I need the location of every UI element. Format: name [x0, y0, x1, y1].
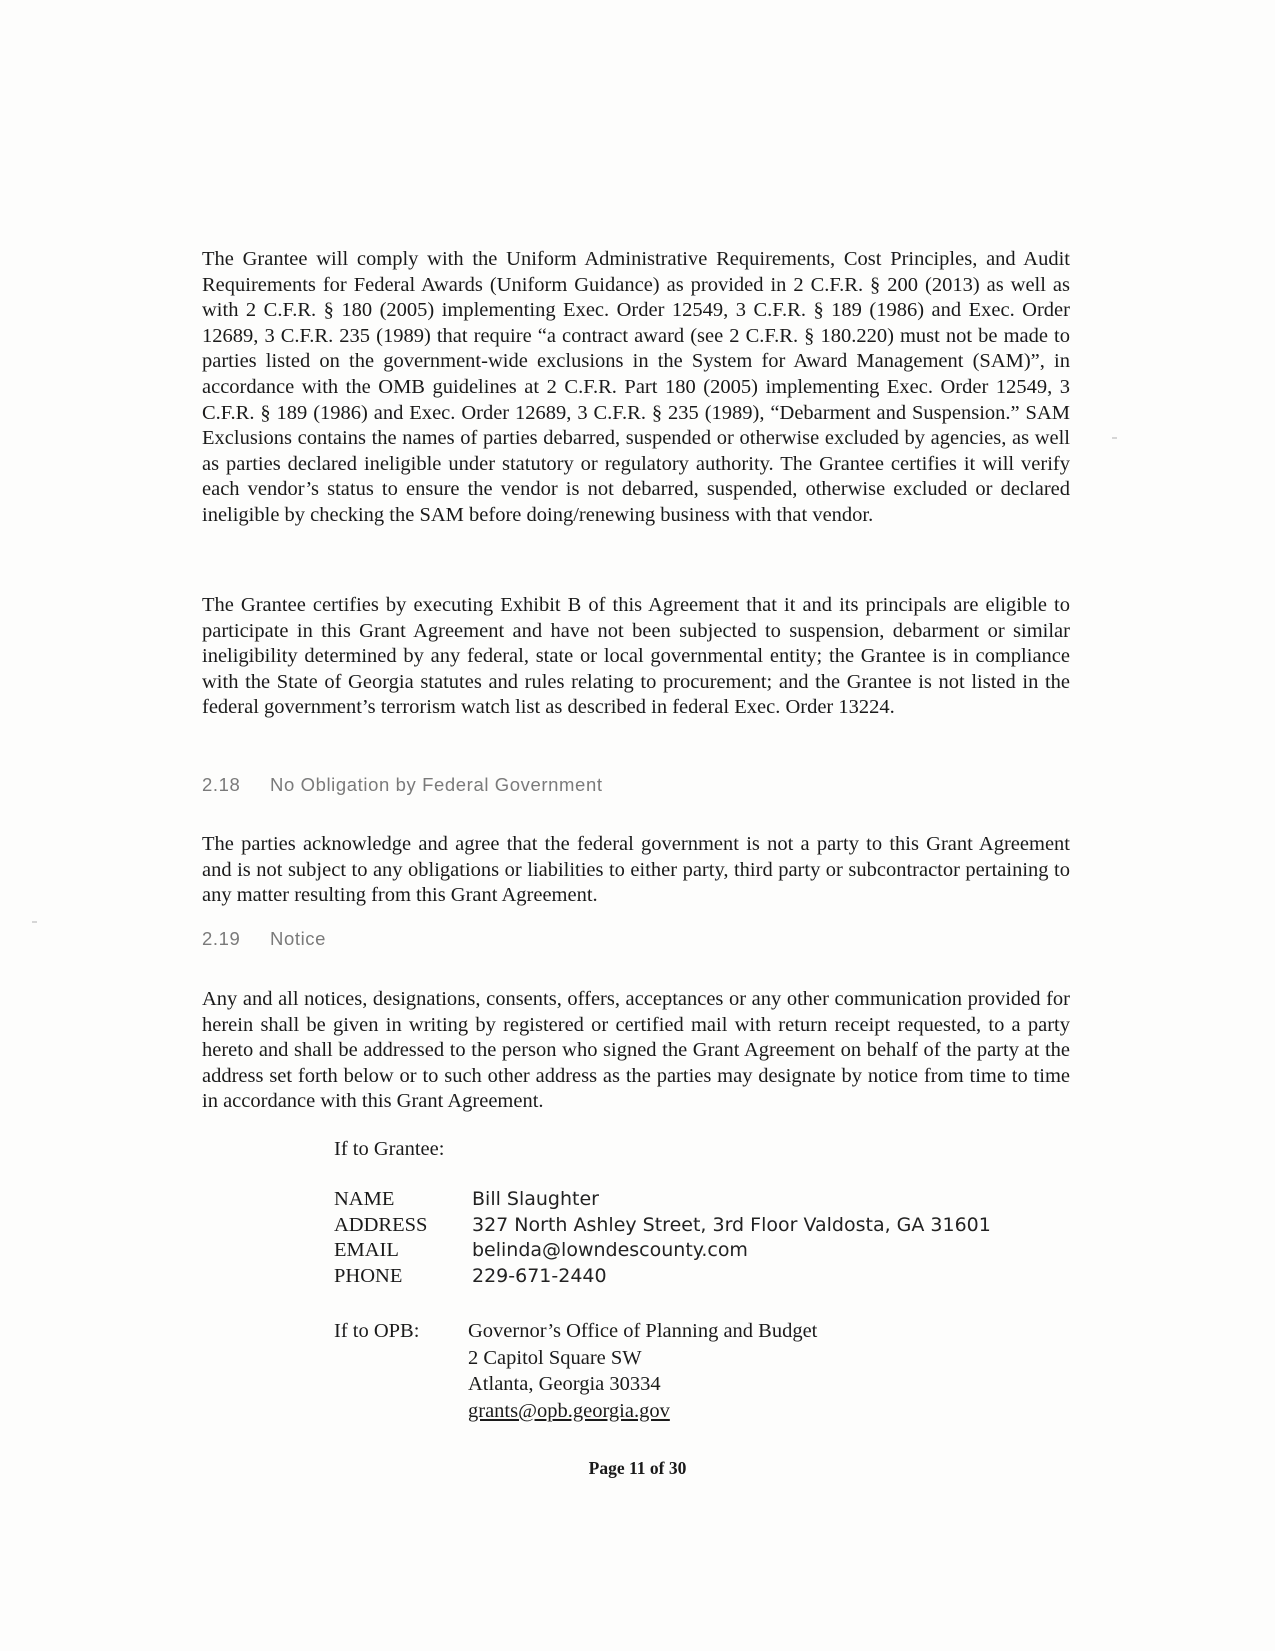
opb-address-lines	[468, 1318, 817, 1424]
grantee-contact-table	[334, 1188, 991, 1290]
paragraph-notice: Any and all notices, designations, consents, offers, acceptances or any other communication provided for herein shall be given in writing by registered or certified mail with return receipt requested, to a party hereto and shall be addressed to the person who signed the Grant Agreement on behalf of the party at the address set forth below or to such other address as the parties may designate by notice from time to time in accordance with this Grant Agreement.	[202, 988, 1070, 1113]
opb-city-state-zip: Atlanta, Georgia 30334	[468, 1373, 661, 1395]
opb-email-link[interactable]: grants@opb.georgia.gov	[468, 1399, 670, 1422]
grantee-label: EMAIL	[334, 1239, 399, 1262]
scan-speck	[32, 921, 37, 923]
section-number: 2.19	[202, 928, 241, 949]
scan-speck	[1112, 437, 1117, 439]
grantee-label: ADDRESS	[334, 1213, 428, 1236]
grantee-row-phone	[334, 1265, 991, 1291]
section-heading-2-19	[202, 928, 326, 950]
grantee-address-value: 327 North Ashley Street, 3rd Floor Valdosta, GA 31601	[472, 1213, 991, 1236]
grantee-intro: If to Grantee:	[334, 1138, 445, 1160]
section-number: 2.18	[202, 774, 241, 795]
paragraph-no-federal-obligation: The parties acknowledge and agree that the federal government is not a party to this Grant Agreement and is not subject to any obligations or liabilities to either party, third party or subcontractor pertaining to any matter resulting from this Grant Agreement.	[202, 833, 1070, 907]
page-number-footer: Page 11 of 30	[588, 1458, 687, 1478]
opb-street: 2 Capitol Square SW	[468, 1346, 642, 1369]
opb-address-block	[334, 1318, 817, 1424]
grantee-row-address	[334, 1214, 991, 1240]
section-title: No Obligation by Federal Government	[270, 774, 603, 795]
section-title: Notice	[270, 928, 327, 949]
section-heading-2-18	[202, 774, 603, 796]
opb-label: If to OPB:	[334, 1320, 420, 1342]
paragraph-uniform-guidance: The Grantee will comply with the Uniform Administrative Requirements, Cost Principles, and Audit Requirements for Federal Awards (Uniform Guidance) as provided in 2 C.F.R. § 200 (2013) as well as with 2 C.F.R. § 180 (2005) implementing Exec. Order 12549, 3 C.F.R. § 189 (1986) and Exec. Order 12689, 3 C.F.R. 235 (1989) that require “a contract award (see 2 C.F.R. § 180.220) must not be made to parties listed on the government-wide exclusions in the System for Award Management (SAM)”, in accordance with the OMB guidelines at 2 C.F.R. Part 180 (2005) implementing Exec. Order 12549, 3 C.F.R. § 189 (1986) and Exec. Order 12689, 3 C.F.R. § 235 (1989), “Debarment and Suspension.” SAM Exclusions contains the names of parties debarred, suspended or otherwise excluded by agencies, as well as parties declared ineligible under statutory or regulatory authority. The Grantee certifies it will verify each vendor’s status to ensure the vendor is not debarred, suspended, otherwise excluded or declared ineligible by checking the SAM before doing/renewing business with that vendor.	[202, 248, 1070, 526]
grantee-label: NAME	[334, 1188, 395, 1210]
grantee-label: PHONE	[334, 1264, 403, 1287]
opb-office-name: Governor’s Office of Planning and Budget	[468, 1320, 818, 1342]
grantee-row-name	[334, 1188, 991, 1214]
grantee-row-email	[334, 1239, 991, 1265]
paragraph-exhibit-b-certification: The Grantee certifies by executing Exhibit B of this Agreement that it and its principals are eligible to participate in this Grant Agreement and have not been subjected to suspension, debarment or similar ineligibility determined by any federal, state or local governmental entity; the Grantee is in compliance with the State of Georgia statutes and rules relating to procurement; and the Grantee is not listed in the federal government’s terrorism watch list as described in federal Exec. Order 13224.	[202, 594, 1070, 719]
grantee-name-value: Bill Slaughter	[472, 1188, 599, 1210]
grantee-phone-value: 229-671-2440	[472, 1264, 607, 1287]
grantee-email-value: belinda@lowndescounty.com	[472, 1239, 748, 1262]
